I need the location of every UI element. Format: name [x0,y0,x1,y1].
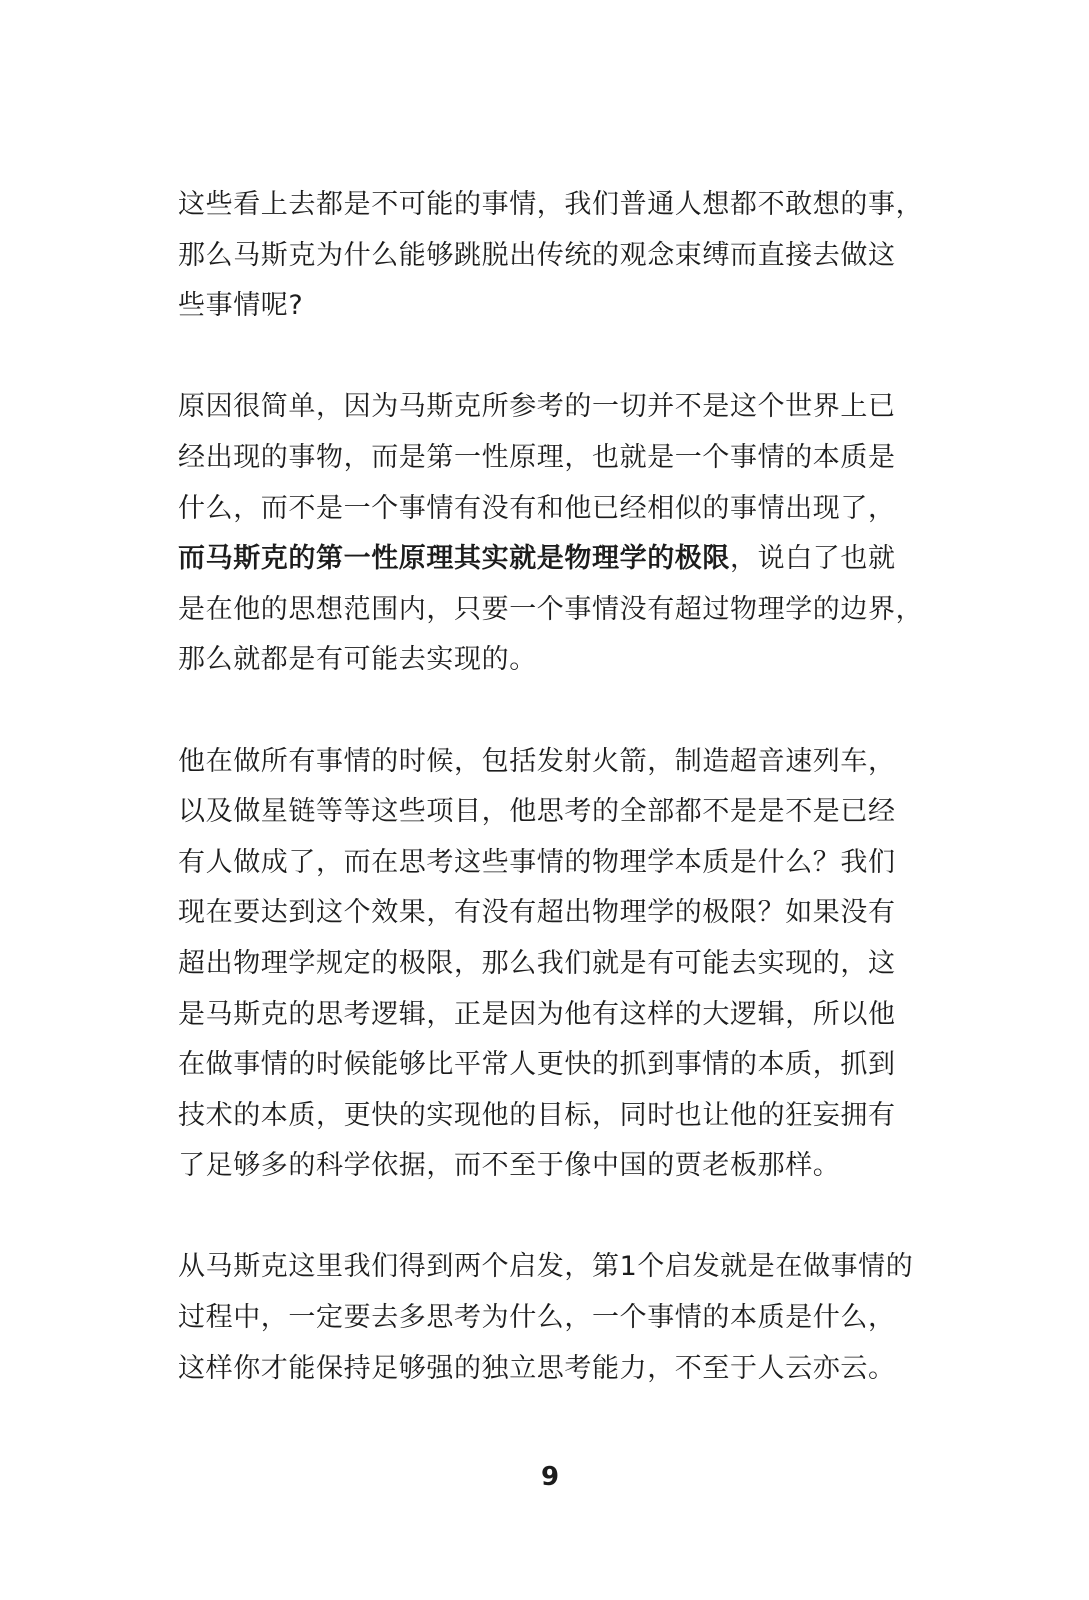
paragraph-3 [178,737,978,1192]
paragraph-4 [178,1242,978,1394]
text-line: 超出物理学规定的极限，那么我们就是有可能去实现的，这 [178,947,896,979]
bold-text: 而马斯克的第一性原理其实就是物理学的极限 [178,543,730,575]
text-line: 有人做成了，而在思考这些事情的物理学本质是什么？我们 [178,846,896,878]
text-line: 原因很简单，因为马斯克所参考的一切并不是这个世界上已 [178,391,896,423]
text-line: 是马斯克的思考逻辑，正是因为他有这样的大逻辑，所以他 [178,998,896,1030]
text-line-emphasis [178,534,978,585]
text-line: 这样你才能保持足够强的独立思考能力，不至于人云亦云。 [178,1352,896,1384]
text-line: 了足够多的科学依据，而不至于像中国的贾老板那样。 [178,1150,841,1182]
text-line: 现在要达到这个效果，有没有超出物理学的极限？如果没有 [178,897,896,929]
text-line: 那么马斯克为什么能够跳脱出传统的观念束缚而直接去做这 [178,239,896,271]
text-line: 以及做星链等等这些项目，他思考的全部都不是是不是已经 [178,796,896,828]
page-number: 9 [540,1462,560,1492]
text-line: 他在做所有事情的时候，包括发射火箭，制造超音速列车， [178,745,896,777]
text-run: ，说白了也就 [730,543,896,575]
paragraph-2 [178,382,978,686]
text-line: 在做事情的时候能够比平常人更快的抓到事情的本质，抓到 [178,1049,896,1081]
text-line: 这些看上去都是不可能的事情，我们普通人想都不敢想的事， [178,189,924,220]
text-line: 什么，而不是一个事情有没有和他已经相似的事情出现了， [178,492,896,524]
text-line: 些事情呢? [178,290,304,322]
text-line: 技术的本质，更快的实现他的目标，同时也让他的狂妄拥有 [178,1099,896,1131]
text-line: 是在他的思想范围内，只要一个事情没有超过物理学的边界， [178,593,924,625]
text-line: 过程中，一定要去多思考为什么，一个事情的本质是什么， [178,1302,896,1334]
text-line: 从马斯克这里我们得到两个启发，第1个启发就是在做事情的 [178,1251,914,1283]
body-text [178,180,978,1445]
text-line: 经出现的事物，而是第一性原理，也就是一个事情的本质是 [178,441,896,473]
paragraph-1 [178,180,978,332]
text-line: 那么就都是有可能去实现的。 [178,644,537,676]
